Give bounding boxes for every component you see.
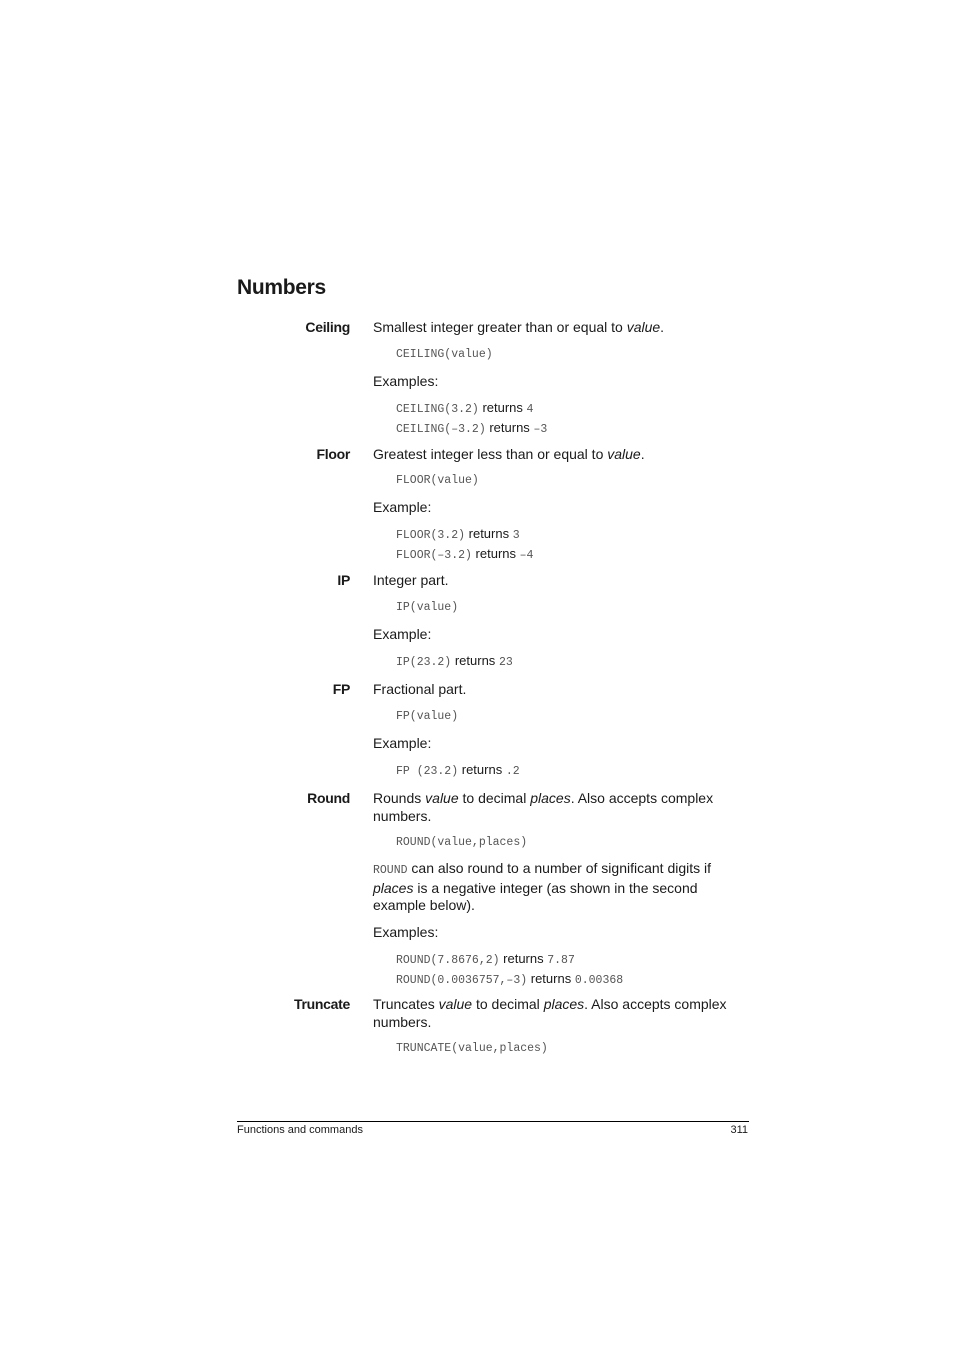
entry-ip-body: [373, 572, 753, 672]
term-floor: Floor: [316, 446, 350, 462]
example-list: [373, 761, 753, 781]
syntax: TRUNCATE(value,places): [396, 1042, 548, 1055]
syntax: FP(value): [396, 709, 459, 723]
term-ip: IP: [337, 572, 350, 588]
description: Greatest integer less than or equal to value.: [373, 446, 645, 462]
example-line: FP (23.2) returns .2: [396, 762, 520, 778]
term-round: Round: [307, 790, 350, 806]
examples-label: Examples:: [373, 372, 439, 389]
example-line: FLOOR(3.2) returns 3: [396, 526, 520, 542]
page-number: 311: [730, 1124, 748, 1136]
term-fp: FP: [332, 681, 350, 697]
footer-section-title: Functions and commands: [237, 1124, 363, 1136]
example-line: ROUND(7.8676,2) returns 7.87: [396, 951, 575, 967]
entry-fp-body: [373, 681, 753, 781]
round-note: ROUND can also round to a number of significant digits if places is a negative integer (as shown in the second example below).: [373, 860, 712, 913]
syntax: FLOOR(value): [396, 473, 479, 487]
example-list: [373, 652, 753, 672]
entry-floor-body: [373, 446, 753, 564]
syntax: CEILING(value): [396, 347, 493, 361]
description: Fractional part.: [373, 681, 467, 697]
entry-truncate-body: [373, 996, 753, 1057]
description: Rounds value to decimal places. Also accepts complex numbers.: [373, 790, 714, 824]
examples-label: Example:: [373, 734, 432, 751]
example-list: [373, 525, 753, 564]
description: Smallest integer greater than or equal to value.: [373, 319, 665, 335]
example-list: [373, 399, 753, 438]
page-title: Numbers: [237, 276, 326, 299]
entry-round-body: [373, 790, 753, 989]
term-ceiling: Ceiling: [305, 319, 350, 335]
footer-rule: [237, 1121, 749, 1122]
examples-label: Example:: [373, 625, 432, 642]
entry-ceiling-body: [373, 319, 753, 438]
example-line: ROUND(0.0036757,–3) returns 0.00368: [396, 970, 624, 987]
example-list: [373, 950, 753, 989]
term-truncate: Truncate: [294, 996, 350, 1012]
description: Integer part.: [373, 572, 449, 588]
example-line: CEILING(–3.2) returns –3: [396, 419, 548, 436]
example-line: CEILING(3.2) returns 4: [396, 400, 534, 416]
description: Truncates value to decimal places. Also accepts complex numbers.: [373, 996, 727, 1030]
example-line: IP(23.2) returns 23: [396, 653, 513, 669]
example-line: FLOOR(–3.2) returns –4: [396, 545, 534, 562]
examples-label: Examples:: [373, 923, 439, 940]
syntax: IP(value): [396, 600, 459, 614]
syntax: ROUND(value,places): [396, 836, 528, 849]
examples-label: Example:: [373, 498, 432, 515]
